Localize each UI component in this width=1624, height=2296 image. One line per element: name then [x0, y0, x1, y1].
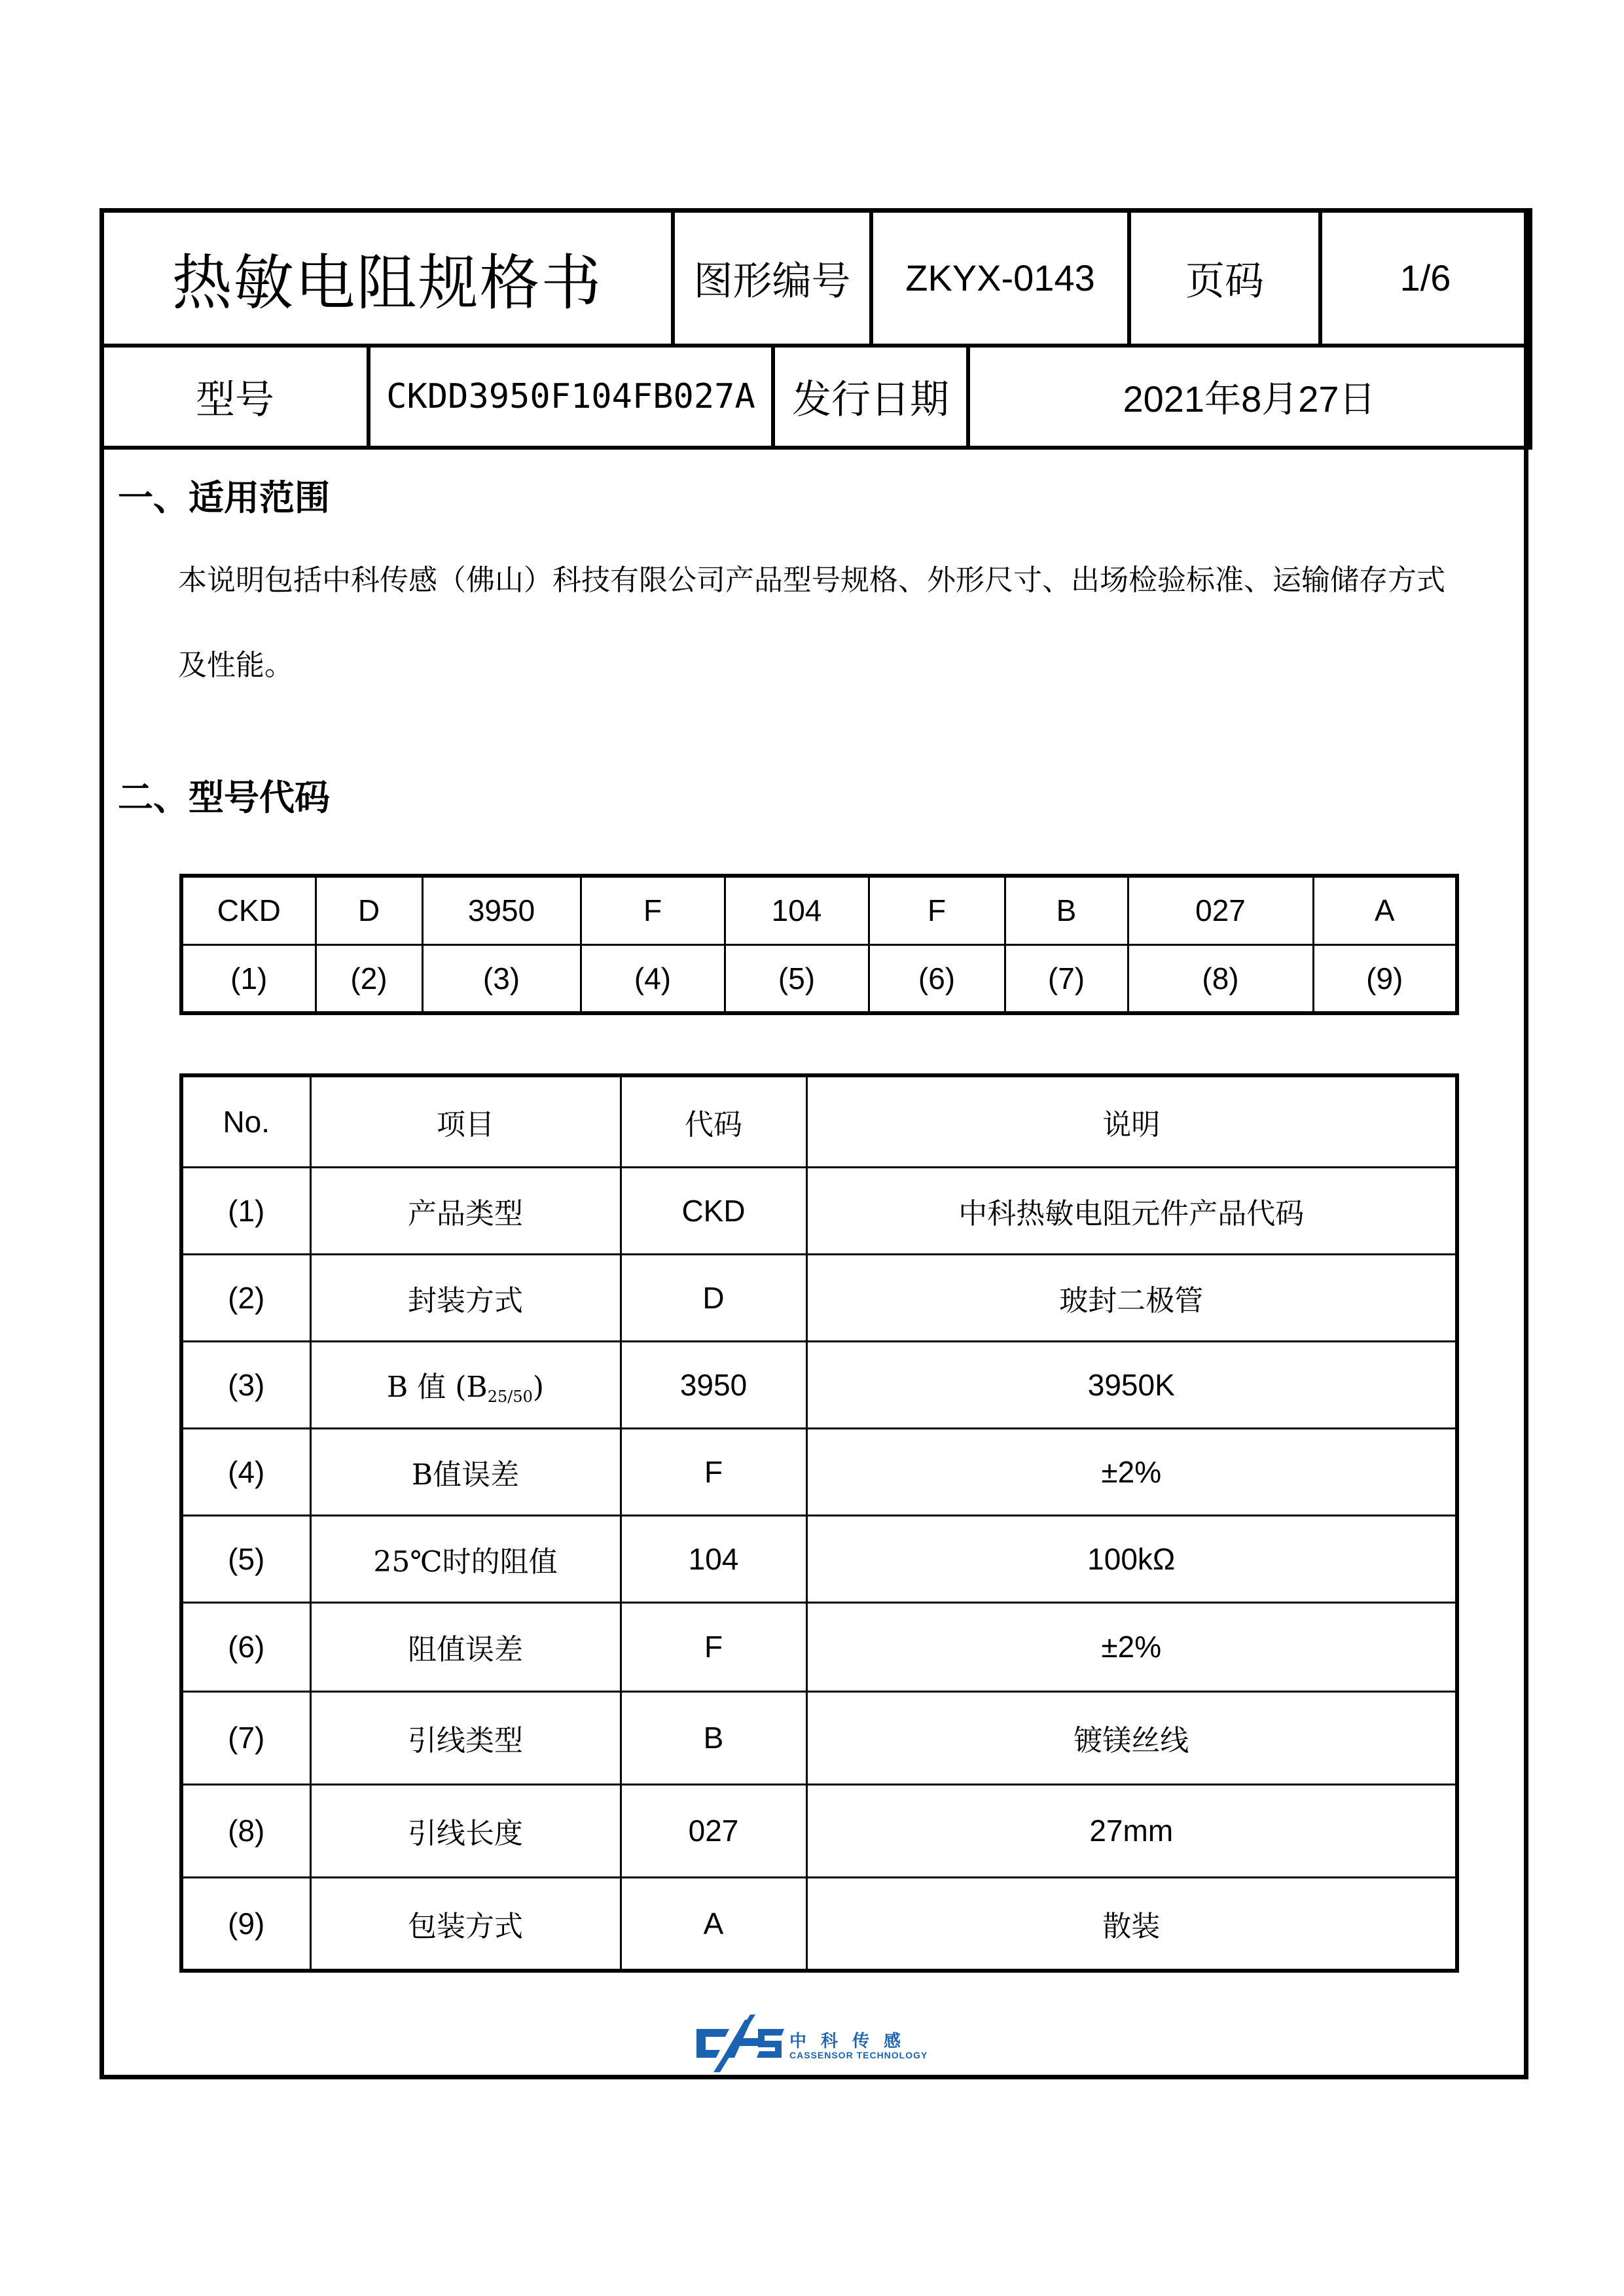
table-row — [181, 1428, 1457, 1515]
model-value: CKDD3950F104FB027A — [369, 346, 773, 448]
logo-chinese-name: 中科传感 — [789, 2032, 916, 2051]
header-row-1 — [99, 208, 1532, 348]
logo-english-name: CASSENSOR TECHNOLOGY — [789, 2050, 928, 2060]
index-cell: (7) — [1005, 944, 1128, 1013]
index-cell: (3) — [422, 944, 581, 1013]
index-cell: (9) — [1313, 944, 1457, 1013]
header-row-2 — [99, 344, 1532, 450]
row-no: (6) — [181, 1602, 310, 1691]
row-desc: 100kΩ — [806, 1515, 1457, 1602]
table-row — [181, 1254, 1457, 1341]
index-cell: (5) — [725, 944, 869, 1013]
table-row — [181, 1602, 1457, 1691]
drawing-no-value: ZKYX-0143 — [871, 210, 1129, 346]
code-cell: A — [1313, 876, 1457, 944]
index-cell: (1) — [181, 944, 316, 1013]
table-row — [181, 1877, 1457, 1971]
header-code: 代码 — [621, 1075, 806, 1167]
code-cell: CKD — [181, 876, 316, 944]
index-cell: (4) — [581, 944, 725, 1013]
index-cell: (2) — [316, 944, 422, 1013]
row-item: 引线类型 — [310, 1691, 621, 1784]
index-cell: (6) — [869, 944, 1005, 1013]
row-no: (1) — [181, 1167, 310, 1254]
code-cell: F — [869, 876, 1005, 944]
row-no: (9) — [181, 1877, 310, 1971]
header-no: No. — [181, 1075, 310, 1167]
code-row — [181, 876, 1457, 944]
row-item: B值误差 — [310, 1428, 621, 1515]
code-cell: 3950 — [422, 876, 581, 944]
row-desc: ±2% — [806, 1602, 1457, 1691]
row-code: A — [621, 1877, 806, 1971]
row-desc: 玻封二极管 — [806, 1254, 1457, 1341]
row-code: CKD — [621, 1167, 806, 1254]
table-row — [181, 1515, 1457, 1602]
code-description-table — [179, 1073, 1459, 1973]
row-code: D — [621, 1254, 806, 1341]
document-title: 热敏电阻规格书 — [101, 210, 673, 346]
header-desc: 说明 — [806, 1075, 1457, 1167]
code-cell: D — [316, 876, 422, 944]
row-code: 027 — [621, 1784, 806, 1877]
code-cell: 027 — [1128, 876, 1313, 944]
row-desc: 散装 — [806, 1877, 1457, 1971]
issue-date-label: 发行日期 — [773, 346, 968, 448]
page-label: 页码 — [1129, 210, 1320, 346]
drawing-no-label: 图形编号 — [673, 210, 871, 346]
code-cell: F — [581, 876, 725, 944]
row-desc: 3950K — [806, 1341, 1457, 1428]
row-no: (3) — [181, 1341, 310, 1428]
table-row — [181, 1691, 1457, 1784]
row-item: 包装方式 — [310, 1877, 621, 1971]
row-item: B 值 $(B_{25/50})$ — [310, 1341, 621, 1428]
row-no: (8) — [181, 1784, 310, 1877]
index-cell: (8) — [1128, 944, 1313, 1013]
row-code: 3950 — [621, 1341, 806, 1428]
table-row — [181, 1784, 1457, 1877]
table-row — [181, 1341, 1457, 1428]
header-item: 项目 — [310, 1075, 621, 1167]
row-desc: 镀镁丝线 — [806, 1691, 1457, 1784]
row-no: (4) — [181, 1428, 310, 1515]
table-row — [181, 1167, 1457, 1254]
section-scope-body: 本说明包括中科传感（佛山）科技有限公司产品型号规格、外形尺寸、出场检验标准、运输储存方式及性能。 — [178, 564, 1445, 682]
row-no: (5) — [181, 1515, 310, 1602]
table-header-row — [181, 1075, 1457, 1167]
row-item: 产品类型 — [310, 1167, 621, 1254]
page-value: 1/6 — [1320, 210, 1530, 346]
row-item: 封装方式 — [310, 1254, 621, 1341]
issue-date-value: 2021年8月27日 — [968, 346, 1530, 448]
section-scope-title: 一、适用范围 — [118, 477, 330, 518]
row-desc: 27mm — [806, 1784, 1457, 1877]
row-item: 阻值误差 — [310, 1602, 621, 1691]
code-cell: 104 — [725, 876, 869, 944]
index-row — [181, 944, 1457, 1013]
row-no: (2) — [181, 1254, 310, 1341]
row-code: 104 — [621, 1515, 806, 1602]
row-no: (7) — [181, 1691, 310, 1784]
row-desc: ±2% — [806, 1428, 1457, 1515]
section-model-code-title: 二、型号代码 — [118, 777, 330, 818]
row-desc: 中科热敏电阻元件产品代码 — [806, 1167, 1457, 1254]
row-code: B — [621, 1691, 806, 1784]
row-item: 引线长度 — [310, 1784, 621, 1877]
code-cell: B — [1005, 876, 1128, 944]
row-code: F — [621, 1428, 806, 1515]
row-item: 25℃时的阻值 — [310, 1515, 621, 1602]
model-label: 型号 — [101, 346, 369, 448]
model-code-table — [179, 874, 1459, 1015]
row-code: F — [621, 1602, 806, 1691]
